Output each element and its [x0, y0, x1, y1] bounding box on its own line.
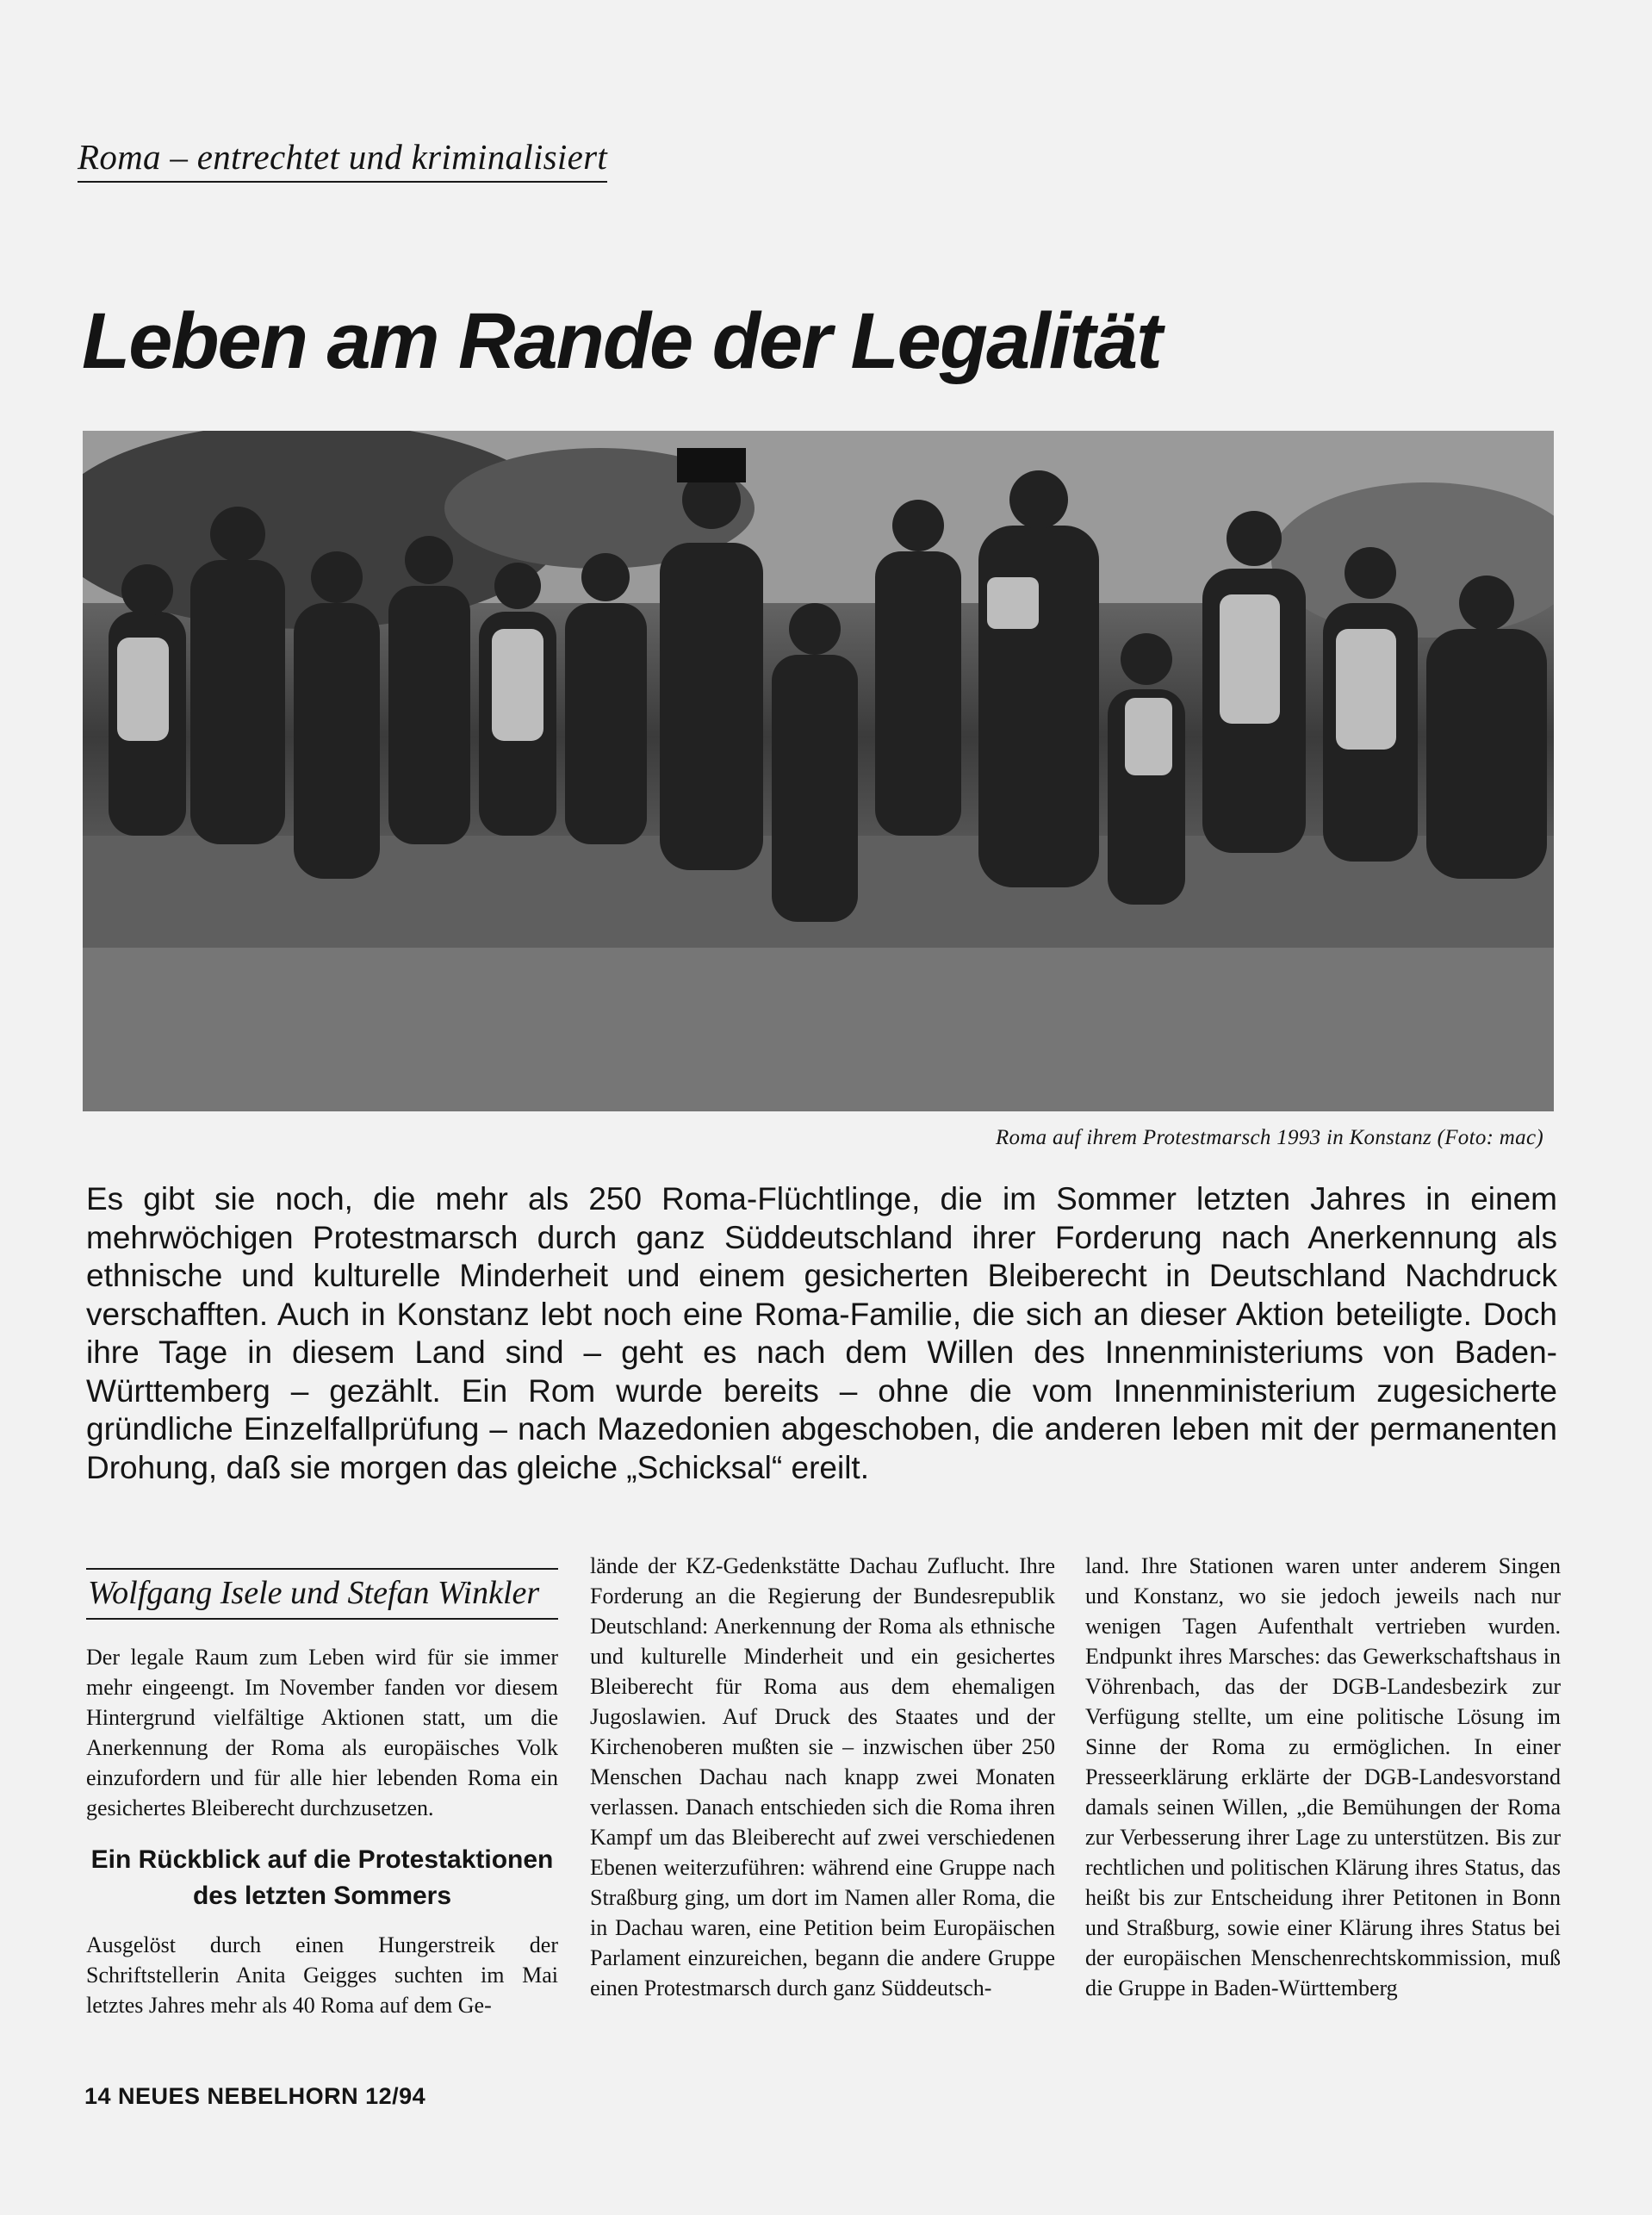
- column-1-intro: Der legale Raum zum Leben wird für sie immer mehr eingeengt. Im November fanden vor diesem Hintergrund vielfältige Aktionen statt, um die Anerkennung der Roma als europäisches Volk einzufordern und für alle hier lebenden Roma ein gesichertes Bleiberecht durchzusetzen.: [86, 1644, 558, 1820]
- author-byline: Wolfgang Isele und Stefan Winkler: [86, 1568, 558, 1620]
- column-1-body: Ausgelöst durch einen Hungerstreik der Schriftstellerin Anita Geigges suchten im Mai letztes Jahres mehr als 40 Roma auf dem Ge-: [86, 1932, 558, 2018]
- lead-paragraph: Es gibt sie noch, die mehr als 250 Roma-Flüchtlinge, die im Sommer letzten Jahres in einem mehrwöchigen Protestmarsch durch ganz Süddeutschland ihrer Forderung nach Anerkennung als ethnische und kulturelle Minderheit und einem gesicherten Bleiberecht in Deutschland Nachdruck verschafften. Auch in Konstanz lebt noch eine Roma-Familie, die sich an dieser Aktion beteiligte. Doch ihre Tage in diesem Land sind – geht es nach dem Willen des Innenministeriums von Baden-Württemberg – gezählt. Ein Rom wurde bereits – ohne die vom Innenministerium zugesicherte gründliche Einzelfallprüfung – nach Mazedonien abgeschoben, die anderen leben mit der permanenten Drohung, daß sie morgen das gleiche „Schicksal“ ereilt.: [86, 1181, 1557, 1485]
- article-photo: [83, 431, 1554, 1111]
- section-subheading: Ein Rückblick auf die Protestaktionen des letzten Sommers: [90, 1845, 554, 1910]
- column-3-body: land. Ihre Stationen waren unter anderem Singen und Konstanz, wo sie jedoch jeweils nach nur wenigen Tagen Aufenthalt vertrieben wurden. Endpunkt ihres Marsches: das Gewerkschaftshaus in Vöhrenbach, das der DGB-Landesbezirk zur Verfügung stellte, um eine politische Lösung im Sinne der Roma zu ermöglichen. In einer Presseerklärung erklärte der DGB-Landesvorstand damals seinen Willen, „die Bemühungen der Roma zur Verbesserung ihrer Lage zu unterstützen. Bis zur rechtlichen und politischen Klärung ihres Status, das heißt bis zur Entscheidung ihrer Petitonen in Bonn und Straßburg, sowie einer Klärung ihres Status bei der europäischen Menschenrechtskommission, muß die Gruppe in Baden-Württemberg: [1085, 1553, 1561, 2000]
- column-2: [590, 1551, 1055, 2003]
- photo-caption: Roma auf ihrem Protestmarsch 1993 in Konstanz (Foto: mac): [995, 1126, 1543, 1149]
- protest-group-photo: [83, 431, 1554, 1111]
- column-3: [1085, 1551, 1561, 2003]
- section-kicker: Roma – entrechtet und kriminalisiert: [78, 136, 607, 183]
- column-1: [86, 1568, 558, 2020]
- page-footer: 14 NEUES NEBELHORN 12/94: [84, 2083, 426, 2109]
- article-headline: Leben am Rande der Legalität: [82, 297, 1161, 385]
- column-2-body: lände der KZ-Gedenkstätte Dachau Zuflucht. Ihre Forderung an die Regierung der Bundesrepublik Deutschland: Anerkennung der Roma als ethnische und kulturelle Minderheit und ein gesichertes Bleiberecht für Roma aus dem ehemaligen Jugoslawien. Auf Druck des Staates und der Kirchenoberen mußten sie – inzwischen über 250 Menschen Dachau nach knapp zwei Monaten verlassen. Danach entschieden sich die Roma ihren Kampf um das Bleiberecht auf zwei verschiedenen Ebenen weiterzuführen: während eine Gruppe nach Straßburg ging, um dort im Namen aller Roma, die in Dachau waren, eine Petition beim Europäischen Parlament einzureichen, begann die andere Gruppe einen Protestmarsch durch ganz Süddeutsch-: [590, 1553, 1055, 2000]
